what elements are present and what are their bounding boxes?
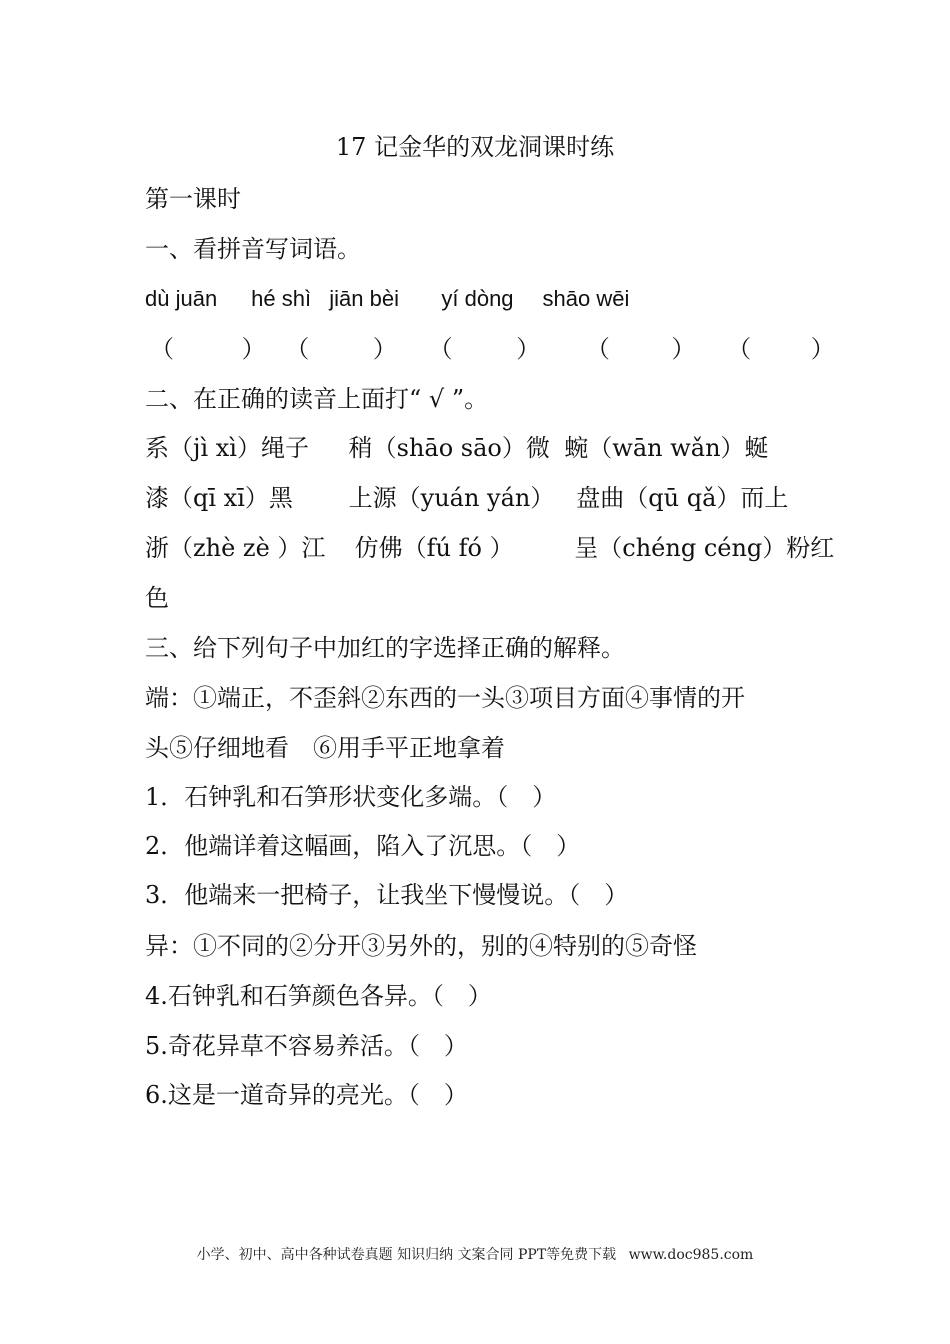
page-footer bbox=[0, 1244, 950, 1264]
reading-item: 系（jì xì）绳子 bbox=[145, 434, 309, 462]
open-bracket: （ bbox=[150, 335, 174, 363]
close-bracket: ） bbox=[671, 335, 696, 363]
q2-row-3 bbox=[145, 533, 835, 563]
duan-definitions-line-2: 头⑤仔细地看 ⑥用手平正地拿着 bbox=[145, 734, 505, 762]
page-title: 17 记金华的双龙洞课时练 bbox=[335, 133, 615, 161]
reading-item: 上源（yuán yán） bbox=[348, 484, 555, 512]
q3-item: 5.奇花异草不容易养活。（ ） bbox=[145, 1032, 468, 1060]
pinyin-word: yí dòng bbox=[441, 286, 514, 311]
close-bracket: ） bbox=[241, 335, 266, 363]
q3-item: 6.这是一道奇异的亮光。（ ） bbox=[145, 1081, 468, 1109]
pinyin-word: jiān bèi bbox=[329, 286, 399, 311]
reading-item: 浙（zhè zè ）江 bbox=[145, 534, 326, 562]
q1-heading: 一、看拼音写词语。 bbox=[145, 235, 361, 263]
reading-item: 盘曲（qū qǎ）而上 bbox=[576, 484, 789, 512]
close-bracket: ） bbox=[516, 335, 541, 363]
reading-item: 稍（shāo sāo）微 bbox=[348, 434, 550, 462]
reading-item: 呈（chéng céng）粉红 bbox=[574, 534, 835, 562]
yi-definitions: 异：①不同的②分开③另外的，别的④特别的⑤奇怪 bbox=[145, 932, 697, 960]
lesson-label: 第一课时 bbox=[145, 185, 241, 213]
q3-item: 2．他端详着这幅画，陷入了沉思。（ ） bbox=[145, 832, 581, 860]
open-bracket: （ bbox=[285, 335, 310, 363]
q1-answer-brackets bbox=[150, 334, 835, 364]
q1-pinyin-row bbox=[145, 284, 810, 314]
q2-heading: 二、在正确的读音上面打“ √ ”。 bbox=[145, 385, 489, 413]
footer-text: 小学、初中、高中各种试卷真题 知识归纳 文案合同 PPT等免费下载 bbox=[196, 1247, 617, 1263]
pinyin-word: hé shì bbox=[251, 286, 312, 311]
pinyin-word: shāo wēi bbox=[542, 286, 630, 311]
duan-definitions-line-1: 端：①端正，不歪斜②东西的一头③项目方面④事情的开 bbox=[145, 684, 745, 712]
open-bracket: （ bbox=[727, 335, 752, 363]
q3-item: 1．石钟乳和石笋形状变化多端。（ ） bbox=[145, 783, 557, 811]
pinyin-word: dù juān bbox=[145, 286, 218, 311]
reading-item: 仿佛（fú fó ） bbox=[354, 534, 514, 562]
close-bracket: ） bbox=[810, 335, 835, 363]
q3-heading: 三、给下列句子中加红的字选择正确的解释。 bbox=[145, 634, 625, 662]
q2-row-1 bbox=[145, 433, 810, 463]
q3-item: 4.石钟乳和石笋颜色各异。（ ） bbox=[145, 982, 492, 1010]
footer-url[interactable]: www.doc985.com bbox=[628, 1247, 754, 1263]
close-bracket: ） bbox=[372, 335, 397, 363]
reading-item: 漆（qī xī）黑 bbox=[145, 484, 293, 512]
reading-item: 蜿（wān wǎn）蜒 bbox=[564, 434, 769, 462]
q2-row-3-wrap: 色 bbox=[145, 584, 169, 612]
open-bracket: （ bbox=[585, 335, 610, 363]
q2-row-2 bbox=[145, 483, 810, 513]
open-bracket: （ bbox=[428, 335, 453, 363]
q3-item: 3．他端来一把椅子，让我坐下慢慢说。（ ） bbox=[145, 881, 629, 909]
